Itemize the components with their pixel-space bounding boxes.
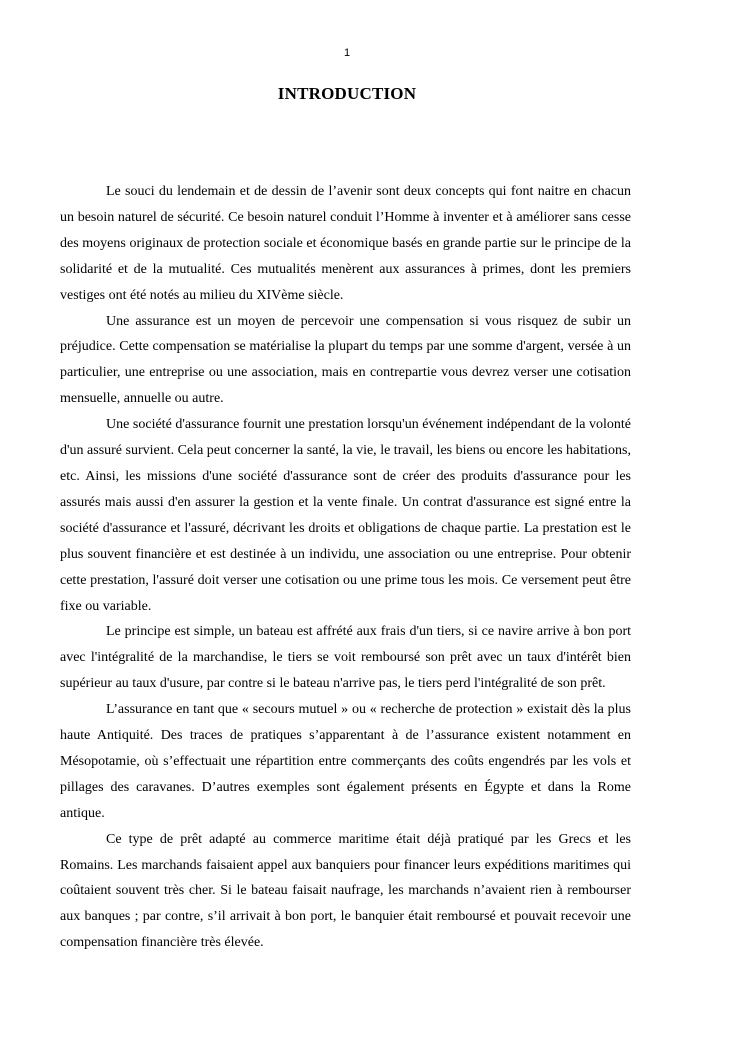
paragraph: Une société d'assurance fournit une prestation lorsqu'un événement indépendant de la volonté d'un assuré survient. Cela peut concerner la santé, la vie, le travail, les biens ou encore les habitations, etc. Ainsi, les missions d'une société d'assurance sont de créer des produits d'assurance pour les assurés mais aussi d'en assurer la gestion et la vente finale. Un contrat d'assurance est signé entre la société d'assurance et l'assuré, décrivant les droits et obligations de chaque partie. La prestation est le plus souvent financière et est destinée à un individu, une association ou une entreprise. Pour obtenir cette prestation, l'assuré doit verser une cotisation ou une prime tous les mois. Ce versement peut être fixe ou variable.	[60, 417, 631, 614]
page-number: 1	[343, 47, 351, 59]
paragraph: Ce type de prêt adapté au commerce maritime était déjà pratiqué par les Grecs et les Romains. Les marchands faisaient appel aux banquiers pour financer leurs expéditions maritimes qui coûtaient souvent très cher. Si le bateau faisait naufrage, les marchands n’avaient rien à rembourser aux banques ; par contre, s’il arrivait à bon port, le banquier était remboursé et pouvait recevoir une compensation financière très élevée.	[60, 831, 631, 951]
paragraph: L’assurance en tant que « secours mutuel » ou « recherche de protection » existait dès la plus haute Antiquité. Des traces de pratiques s’apparentant à de l’assurance existent notamment en Mésopotamie, où s’effectuait une répartition entre commerçants des coûts engendrés par les vols et pillages des caravanes. D’autres exemples sont également présents en Égypte et dans la Rome antique.	[60, 702, 631, 821]
paragraph: Une assurance est un moyen de percevoir une compensation si vous risquez de subir un préjudice. Cette compensation se matérialise la plupart du temps par une somme d'argent, versée à un particulier, une entreprise ou une association, mais en contrepartie vous devrez verser une cotisation mensuelle, annuelle ou autre.	[60, 313, 631, 407]
paragraph: Le principe est simple, un bateau est affrété aux frais d'un tiers, si ce navire arrive à bon port avec l'intégralité de la marchandise, le tiers se voit remboursé son prêt avec un taux d'intérêt bien supérieur au taux d'usure, par contre si le bateau n'arrive pas, le tiers perd l'intégralité de son prêt.	[60, 624, 631, 692]
page-title: INTRODUCTION	[277, 84, 417, 103]
paragraph: Le souci du lendemain et de dessin de l’avenir sont deux concepts qui font naitre en chacun un besoin naturel de sécurité. Ce besoin naturel conduit l’Homme à inventer et à améliorer sans cesse des moyens originaux de protection sociale et économique basés en grande partie sur le principe de la solidarité et de la mutualité. Ces mutualités menèrent aux assurances à primes, dont les premiers vestiges ont été notés au milieu du XIVème siècle.	[60, 184, 631, 303]
body-text	[60, 179, 631, 956]
